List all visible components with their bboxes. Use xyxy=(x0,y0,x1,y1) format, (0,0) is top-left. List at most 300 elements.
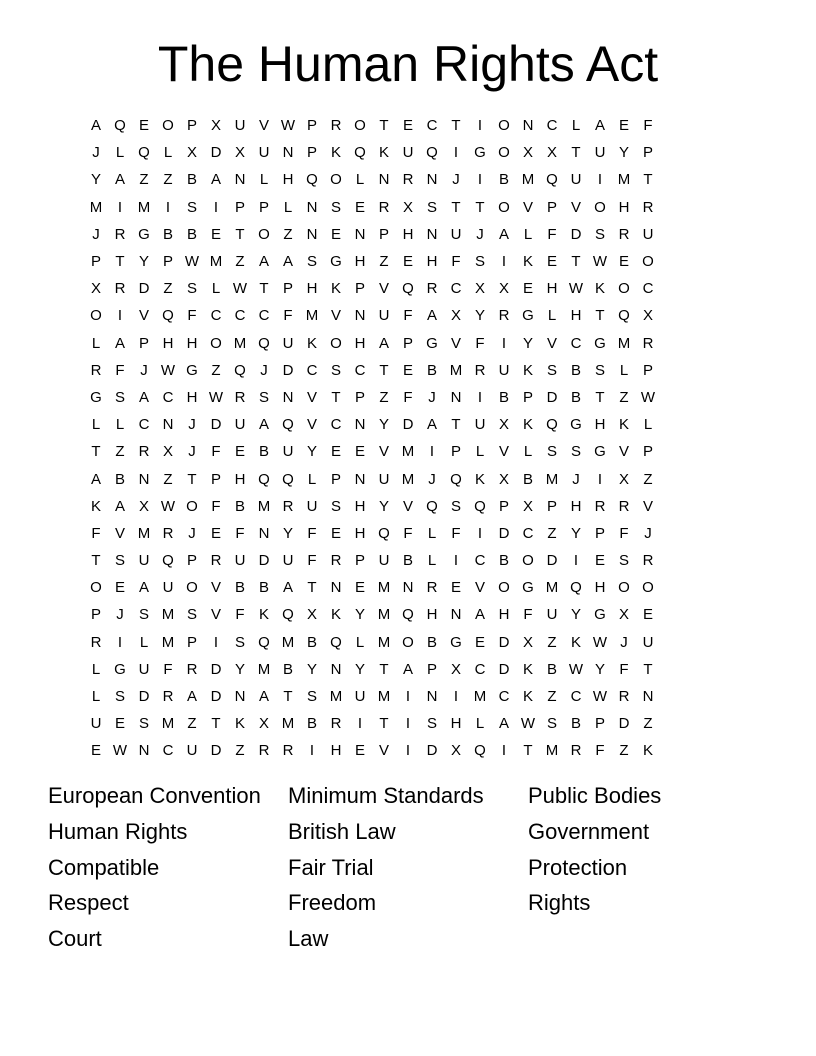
word-list-item: Protection xyxy=(528,854,628,880)
grid-letter: D xyxy=(210,660,222,678)
grid-letter: F xyxy=(643,117,653,135)
word-column xyxy=(288,778,484,957)
grid-row xyxy=(84,248,732,275)
grid-letter: K xyxy=(234,715,245,733)
grid-letter: D xyxy=(258,552,270,570)
grid-letter: J xyxy=(188,443,196,461)
grid-letter: S xyxy=(234,633,245,651)
grid-letter: G xyxy=(570,416,582,434)
grid-letter: Q xyxy=(570,579,582,597)
grid-letter: G xyxy=(114,660,126,678)
grid-letter: N xyxy=(426,171,438,189)
grid-letter: T xyxy=(451,416,461,434)
grid-letter: Z xyxy=(283,225,293,243)
grid-letter: J xyxy=(452,171,460,189)
grid-letter: B xyxy=(186,171,197,189)
grid-letter: N xyxy=(306,198,318,216)
grid-letter: J xyxy=(260,361,268,379)
grid-letter: P xyxy=(450,443,461,461)
grid-letter: F xyxy=(595,742,605,760)
grid-letter: P xyxy=(258,198,269,216)
grid-letter: X xyxy=(618,470,629,488)
grid-letter: U xyxy=(570,171,582,189)
grid-letter: B xyxy=(426,633,437,651)
grid-letter: K xyxy=(594,280,605,298)
grid-letter: L xyxy=(523,225,533,243)
grid-letter: C xyxy=(234,307,246,325)
grid-letter: W xyxy=(568,280,584,298)
grid-letter: O xyxy=(642,579,654,597)
grid-letter: G xyxy=(594,606,606,624)
grid-letter: M xyxy=(545,742,559,760)
grid-row xyxy=(84,629,732,656)
grid-letter: X xyxy=(210,117,221,135)
grid-letter: M xyxy=(377,579,391,597)
grid-letter: R xyxy=(186,660,198,678)
grid-letter: N xyxy=(426,688,438,706)
grid-letter: R xyxy=(138,443,150,461)
grid-letter: C xyxy=(210,307,222,325)
grid-letter: N xyxy=(354,225,366,243)
grid-letter: J xyxy=(188,524,196,542)
grid-letter: Q xyxy=(282,606,294,624)
grid-letter: O xyxy=(402,633,414,651)
grid-letter: I xyxy=(477,388,483,406)
grid-letter: A xyxy=(426,307,437,325)
grid-letter: O xyxy=(330,334,342,352)
grid-letter: K xyxy=(522,688,533,706)
grid-letter: D xyxy=(498,660,510,678)
grid-letter: Q xyxy=(258,334,270,352)
grid-letter: L xyxy=(547,307,557,325)
grid-letter: M xyxy=(233,334,247,352)
grid-letter: W xyxy=(184,253,200,271)
grid-letter: Z xyxy=(187,715,197,733)
grid-letter: Q xyxy=(258,470,270,488)
grid-letter: I xyxy=(429,443,435,461)
grid-letter: B xyxy=(570,715,581,733)
grid-letter: K xyxy=(330,606,341,624)
grid-letter: N xyxy=(330,660,342,678)
grid-letter: X xyxy=(498,470,509,488)
grid-letter: X xyxy=(474,280,485,298)
grid-letter: J xyxy=(188,416,196,434)
word-list-item: Human Rights xyxy=(48,818,188,844)
grid-letter: U xyxy=(162,579,174,597)
grid-letter: K xyxy=(330,280,341,298)
grid-letter: V xyxy=(642,497,653,515)
grid-letter: Q xyxy=(618,307,630,325)
grid-letter: U xyxy=(282,334,294,352)
grid-letter: S xyxy=(258,388,269,406)
grid-letter: L xyxy=(91,416,101,434)
grid-letter: N xyxy=(522,117,534,135)
grid-letter: D xyxy=(210,416,222,434)
grid-letter: L xyxy=(91,660,101,678)
word-list-item: Law xyxy=(288,926,329,952)
grid-letter: C xyxy=(642,280,654,298)
grid-letter: R xyxy=(594,497,606,515)
grid-letter: F xyxy=(211,497,221,515)
grid-letter: Z xyxy=(643,470,653,488)
grid-letter: F xyxy=(451,253,461,271)
grid-letter: O xyxy=(258,225,270,243)
grid-letter: B xyxy=(114,470,125,488)
grid-letter: L xyxy=(427,552,437,570)
word-list-item: European Convention xyxy=(48,783,261,808)
grid-letter: V xyxy=(378,742,389,760)
grid-letter: J xyxy=(428,470,436,488)
grid-letter: C xyxy=(330,416,342,434)
grid-letter: M xyxy=(161,633,175,651)
grid-letter: E xyxy=(618,253,629,271)
grid-letter: N xyxy=(282,144,294,162)
grid-letter: A xyxy=(210,171,221,189)
grid-letter: X xyxy=(450,307,461,325)
grid-letter: F xyxy=(403,524,413,542)
grid-letter: G xyxy=(138,225,150,243)
grid-letter: H xyxy=(354,253,366,271)
grid-letter: T xyxy=(235,225,245,243)
grid-letter: P xyxy=(642,443,653,461)
grid-letter: S xyxy=(186,280,197,298)
grid-letter: D xyxy=(138,280,150,298)
grid-letter: H xyxy=(450,715,462,733)
grid-letter: R xyxy=(330,117,342,135)
grid-letter: P xyxy=(378,225,389,243)
grid-letter: C xyxy=(570,334,582,352)
grid-letter: O xyxy=(210,334,222,352)
grid-letter: Q xyxy=(282,416,294,434)
grid-letter: L xyxy=(115,416,125,434)
grid-letter: R xyxy=(618,497,630,515)
grid-letter: A xyxy=(378,334,389,352)
grid-letter: N xyxy=(138,470,150,488)
grid-letter: V xyxy=(138,307,149,325)
grid-letter: P xyxy=(594,715,605,733)
grid-letter: F xyxy=(451,524,461,542)
grid-letter: K xyxy=(330,144,341,162)
grid-letter: Y xyxy=(306,660,317,678)
grid-letter: X xyxy=(618,606,629,624)
grid-letter: Z xyxy=(163,280,173,298)
grid-letter: B xyxy=(546,660,557,678)
grid-letter: Q xyxy=(162,307,174,325)
grid-letter: H xyxy=(570,307,582,325)
grid-letter: O xyxy=(90,579,102,597)
grid-letter: R xyxy=(570,742,582,760)
grid-letter: V xyxy=(450,334,461,352)
word-list-item: Compatible xyxy=(48,854,160,880)
grid-letter: E xyxy=(330,225,341,243)
word-list-item: Public Bodies xyxy=(528,783,662,808)
grid-letter: U xyxy=(594,144,606,162)
grid-letter: F xyxy=(619,660,629,678)
grid-letter: P xyxy=(138,334,149,352)
grid-letter: U xyxy=(642,633,654,651)
grid-letter: D xyxy=(618,715,630,733)
grid-letter: Y xyxy=(618,144,629,162)
grid-letter: M xyxy=(617,334,631,352)
grid-letter: M xyxy=(473,688,487,706)
grid-letter: P xyxy=(546,497,557,515)
grid-letter: R xyxy=(90,633,102,651)
grid-letter: Y xyxy=(522,334,533,352)
grid-letter: M xyxy=(521,171,535,189)
grid-letter: T xyxy=(115,253,125,271)
grid-letter: U xyxy=(450,225,462,243)
grid-row xyxy=(84,194,732,221)
grid-letter: A xyxy=(258,688,269,706)
grid-letter: W xyxy=(592,688,608,706)
grid-letter: F xyxy=(115,361,125,379)
grid-letter: E xyxy=(114,715,125,733)
grid-letter: B xyxy=(258,443,269,461)
grid-letter: I xyxy=(213,198,219,216)
grid-letter: U xyxy=(258,144,270,162)
grid-letter: H xyxy=(282,171,294,189)
grid-letter: P xyxy=(186,117,197,135)
grid-letter: B xyxy=(282,660,293,678)
grid-letter: T xyxy=(259,280,269,298)
grid-letter: U xyxy=(378,470,390,488)
grid-letter: M xyxy=(377,688,391,706)
grid-row xyxy=(84,493,732,520)
grid-letter: I xyxy=(405,715,411,733)
grid-letter: E xyxy=(522,280,533,298)
grid-letter: Z xyxy=(235,742,245,760)
grid-letter: W xyxy=(112,742,128,760)
grid-letter: Z xyxy=(139,171,149,189)
grid-letter: J xyxy=(92,144,100,162)
grid-letter: I xyxy=(453,144,459,162)
grid-letter: Y xyxy=(570,606,581,624)
grid-letter: L xyxy=(619,361,629,379)
grid-letter: Q xyxy=(234,361,246,379)
grid-letter: X xyxy=(450,742,461,760)
grid-letter: S xyxy=(594,361,605,379)
grid-row xyxy=(84,438,732,465)
grid-letter: F xyxy=(211,443,221,461)
grid-letter: T xyxy=(331,388,341,406)
grid-row xyxy=(84,330,732,357)
grid-letter: F xyxy=(283,307,293,325)
grid-letter: D xyxy=(570,225,582,243)
grid-letter: E xyxy=(642,606,653,624)
grid-letter: Q xyxy=(402,280,414,298)
grid-letter: P xyxy=(306,144,317,162)
grid-letter: U xyxy=(282,552,294,570)
grid-letter: B xyxy=(306,633,317,651)
grid-letter: W xyxy=(568,660,584,678)
grid-letter: N xyxy=(258,524,270,542)
grid-letter: L xyxy=(259,171,269,189)
grid-letter: Q xyxy=(114,117,126,135)
grid-letter: G xyxy=(594,334,606,352)
grid-letter: C xyxy=(474,660,486,678)
grid-letter: B xyxy=(306,715,317,733)
grid-letter: R xyxy=(90,361,102,379)
grid-letter: J xyxy=(92,225,100,243)
grid-letter: U xyxy=(234,552,246,570)
grid-letter: A xyxy=(114,334,125,352)
grid-letter: M xyxy=(89,198,103,216)
grid-letter: D xyxy=(546,552,558,570)
grid-letter: A xyxy=(594,117,605,135)
grid-letter: M xyxy=(209,253,223,271)
grid-letter: S xyxy=(570,443,581,461)
grid-row xyxy=(84,547,732,574)
grid-letter: L xyxy=(139,633,149,651)
grid-letter: R xyxy=(378,198,390,216)
grid-letter: I xyxy=(501,334,507,352)
grid-letter: O xyxy=(90,307,102,325)
grid-letter: S xyxy=(594,225,605,243)
grid-letter: R xyxy=(426,280,438,298)
grid-letter: I xyxy=(117,307,123,325)
grid-letter: L xyxy=(115,144,125,162)
grid-letter: P xyxy=(354,388,365,406)
grid-letter: S xyxy=(426,198,437,216)
grid-letter: Z xyxy=(115,443,125,461)
grid-letter: E xyxy=(330,524,341,542)
grid-letter: L xyxy=(211,280,221,298)
grid-letter: X xyxy=(234,144,245,162)
grid-letter: B xyxy=(234,497,245,515)
grid-letter: I xyxy=(405,742,411,760)
grid-letter: U xyxy=(642,225,654,243)
grid-letter: M xyxy=(545,579,559,597)
grid-letter: R xyxy=(162,688,174,706)
grid-letter: P xyxy=(330,470,341,488)
grid-letter: W xyxy=(520,715,536,733)
grid-letter: H xyxy=(594,416,606,434)
grid-row xyxy=(84,710,732,737)
grid-letter: S xyxy=(138,715,149,733)
grid-letter: C xyxy=(522,524,534,542)
grid-letter: S xyxy=(546,715,557,733)
grid-letter: P xyxy=(162,253,173,271)
grid-letter: Z xyxy=(547,688,557,706)
grid-letter: C xyxy=(426,117,438,135)
grid-letter: N xyxy=(378,171,390,189)
grid-letter: N xyxy=(354,416,366,434)
grid-letter: T xyxy=(595,307,605,325)
grid-letter: L xyxy=(283,198,293,216)
grid-letter: P xyxy=(402,334,413,352)
grid-letter: D xyxy=(210,144,222,162)
grid-letter: I xyxy=(477,171,483,189)
grid-letter: R xyxy=(234,388,246,406)
grid-letter: M xyxy=(137,524,151,542)
grid-letter: M xyxy=(305,307,319,325)
grid-letter: H xyxy=(234,470,246,488)
grid-letter: V xyxy=(522,198,533,216)
grid-letter: R xyxy=(642,552,654,570)
grid-letter: A xyxy=(498,715,509,733)
grid-letter: P xyxy=(282,280,293,298)
grid-letter: S xyxy=(186,198,197,216)
grid-letter: I xyxy=(309,742,315,760)
grid-letter: S xyxy=(474,253,485,271)
grid-letter: S xyxy=(450,497,461,515)
grid-letter: O xyxy=(498,198,510,216)
grid-letter: O xyxy=(642,253,654,271)
grid-letter: S xyxy=(546,443,557,461)
grid-letter: V xyxy=(498,443,509,461)
grid-letter: M xyxy=(449,361,463,379)
grid-letter: X xyxy=(546,144,557,162)
grid-letter: M xyxy=(281,633,295,651)
grid-letter: L xyxy=(355,633,365,651)
grid-letter: I xyxy=(213,633,219,651)
grid-letter: S xyxy=(306,253,317,271)
grid-letter: P xyxy=(498,497,509,515)
grid-letter: B xyxy=(186,225,197,243)
grid-letter: N xyxy=(330,579,342,597)
grid-letter: L xyxy=(307,470,317,488)
grid-letter: T xyxy=(91,552,101,570)
grid-letter: S xyxy=(114,688,125,706)
grid-row xyxy=(84,112,732,139)
grid-letter: E xyxy=(138,117,149,135)
grid-letter: V xyxy=(306,416,317,434)
grid-letter: V xyxy=(210,606,221,624)
grid-letter: Q xyxy=(330,633,342,651)
grid-letter: B xyxy=(498,552,509,570)
grid-letter: S xyxy=(114,388,125,406)
grid-letter: F xyxy=(403,307,413,325)
grid-letter: F xyxy=(475,334,485,352)
grid-letter: A xyxy=(90,470,101,488)
grid-letter: Y xyxy=(570,524,581,542)
grid-letter: P xyxy=(234,198,245,216)
grid-row xyxy=(84,357,732,384)
grid-letter: D xyxy=(498,633,510,651)
grid-letter: C xyxy=(474,552,486,570)
grid-letter: Q xyxy=(474,497,486,515)
grid-letter: N xyxy=(306,225,318,243)
grid-letter: E xyxy=(618,117,629,135)
grid-letter: S xyxy=(330,497,341,515)
grid-letter: H xyxy=(570,497,582,515)
grid-letter: Z xyxy=(163,470,173,488)
grid-letter: T xyxy=(571,144,581,162)
grid-letter: Y xyxy=(378,416,389,434)
grid-letter: Y xyxy=(306,443,317,461)
grid-letter: C xyxy=(498,688,510,706)
grid-letter: B xyxy=(234,579,245,597)
grid-letter: O xyxy=(498,579,510,597)
grid-letter: T xyxy=(643,171,653,189)
grid-letter: W xyxy=(640,388,656,406)
grid-letter: X xyxy=(162,443,173,461)
grid-letter: V xyxy=(378,443,389,461)
grid-letter: A xyxy=(258,253,269,271)
grid-letter: H xyxy=(618,198,630,216)
grid-letter: B xyxy=(426,361,437,379)
grid-letter: Q xyxy=(546,171,558,189)
grid-letter: U xyxy=(354,688,366,706)
grid-letter: O xyxy=(522,552,534,570)
grid-letter: F xyxy=(235,524,245,542)
grid-letter: V xyxy=(330,307,341,325)
grid-letter: P xyxy=(642,361,653,379)
grid-letter: J xyxy=(116,606,124,624)
grid-letter: M xyxy=(281,715,295,733)
grid-letter: V xyxy=(570,198,581,216)
grid-letter: T xyxy=(643,660,653,678)
